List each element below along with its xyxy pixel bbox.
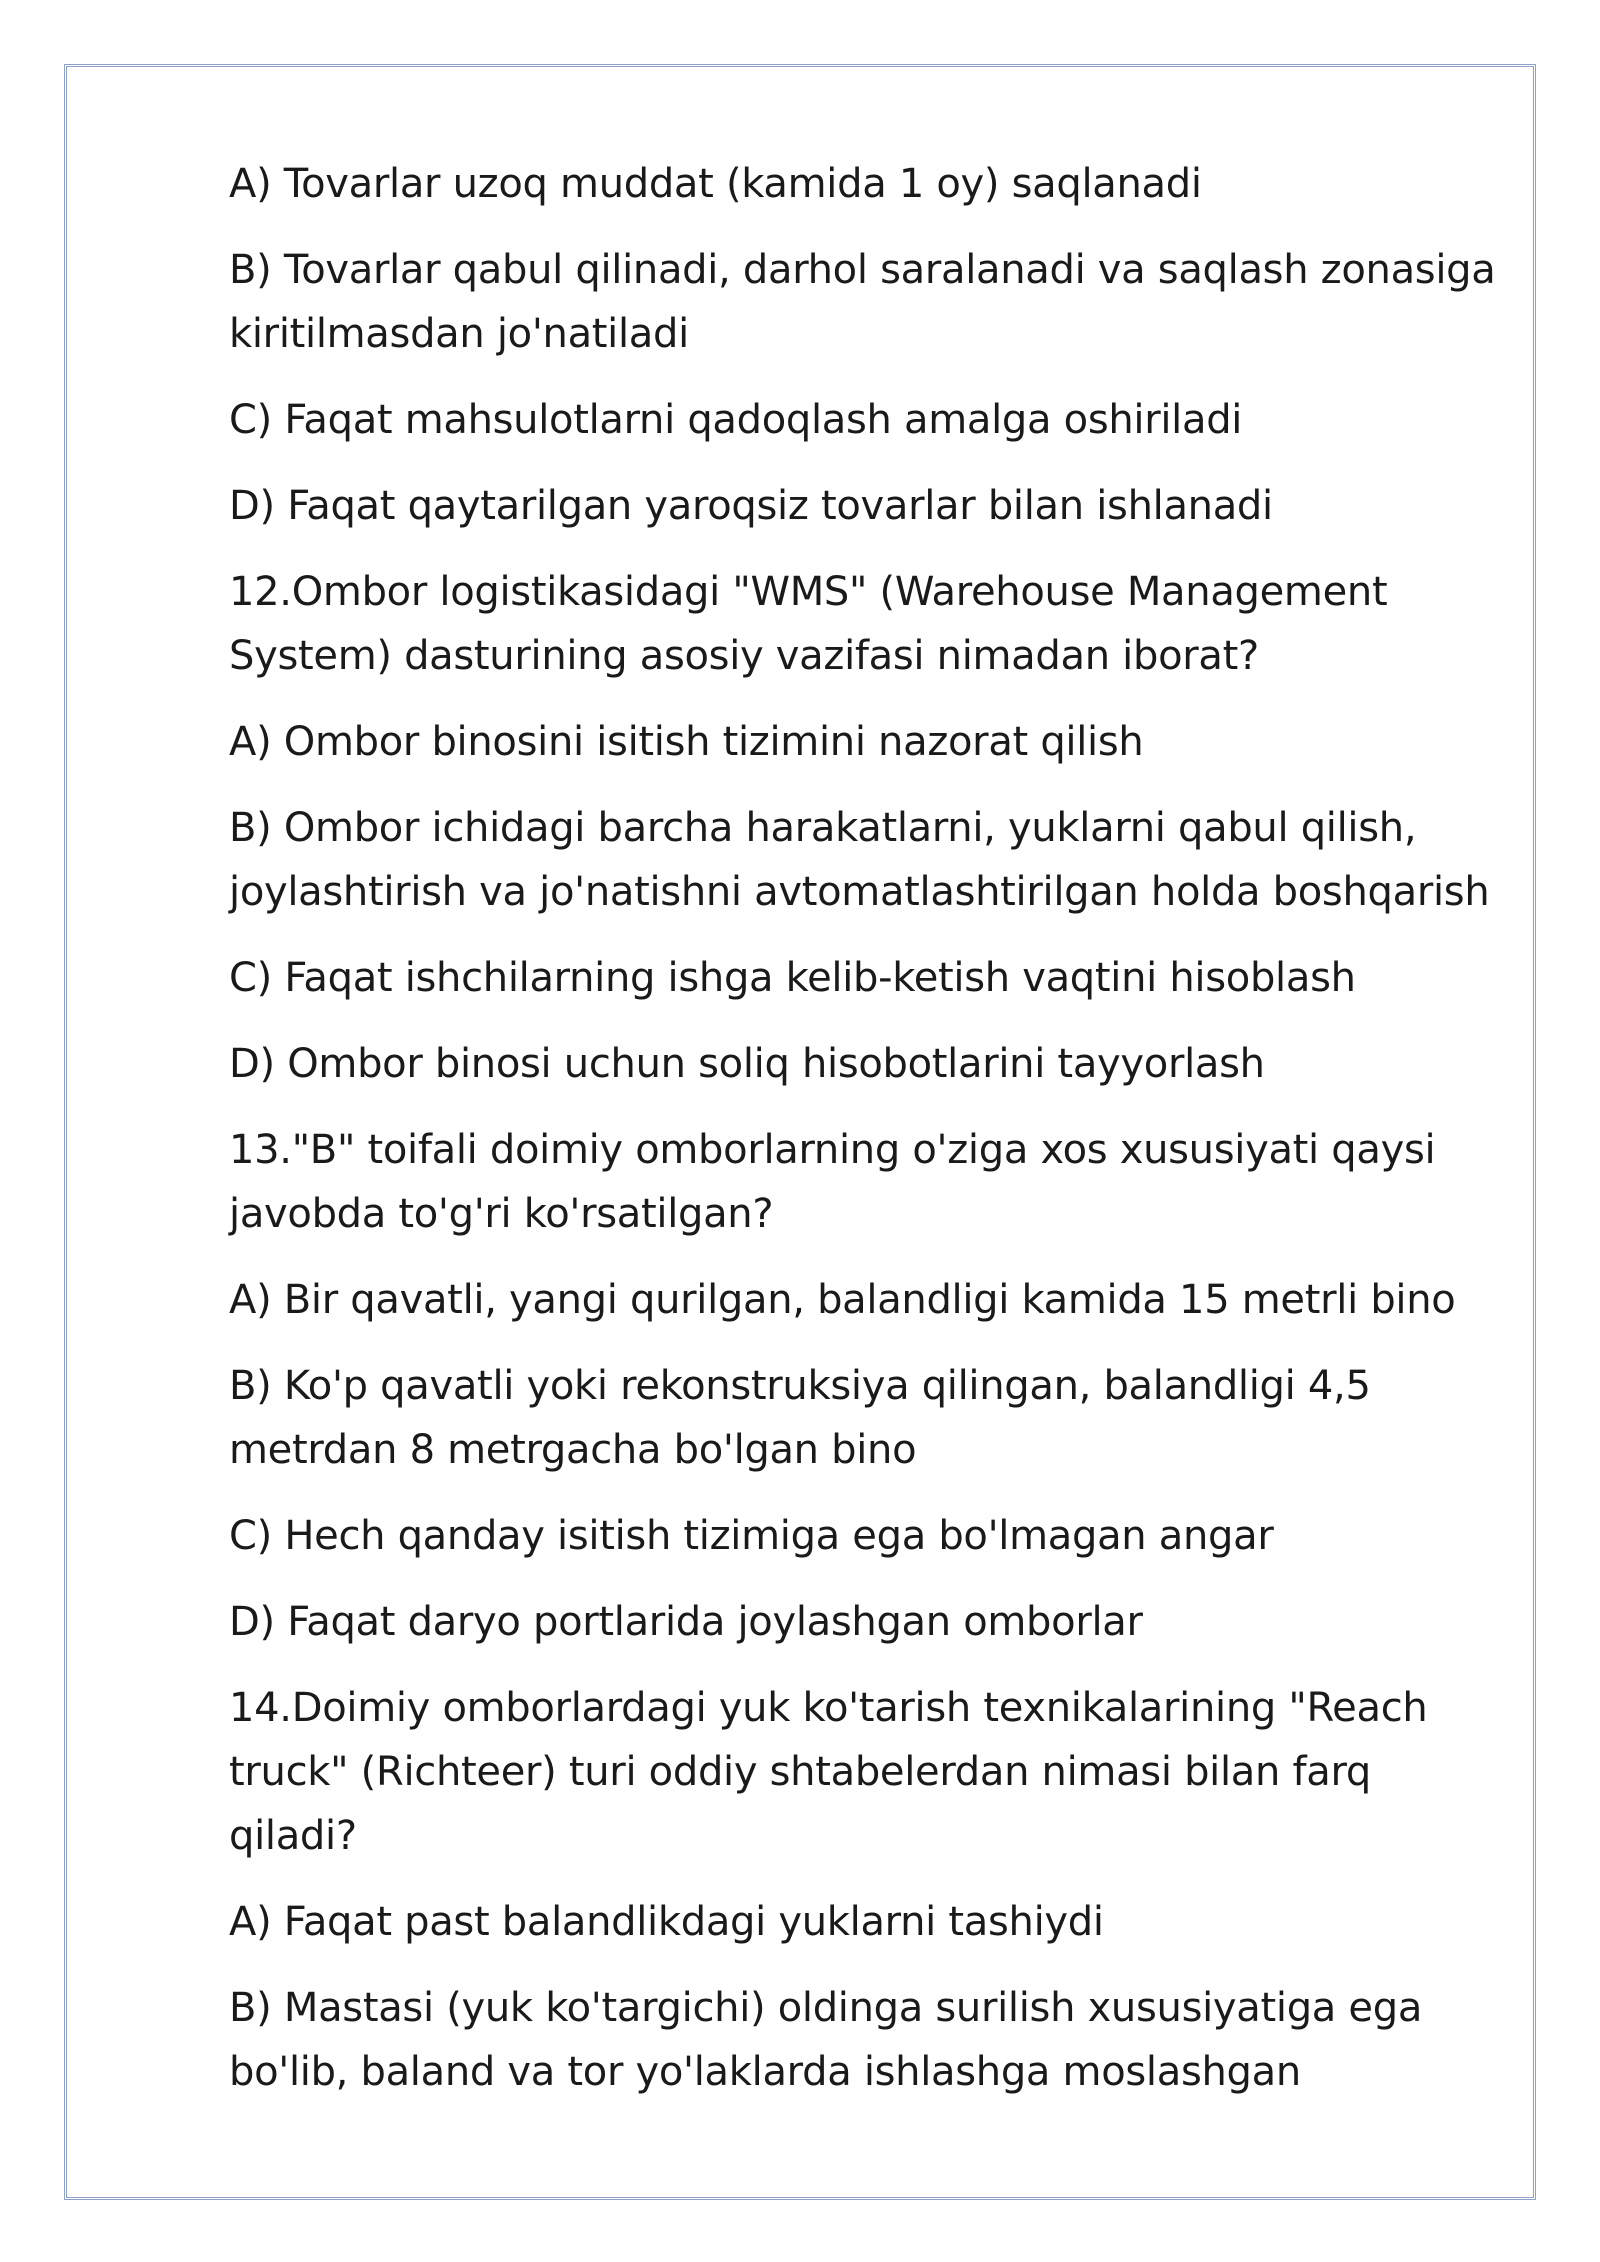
option-12-d: D) Ombor binosi uchun soliq hisobotlarini tayyorlash: [229, 1041, 1265, 1087]
option-11-b: B) Tovarlar qabul qilinadi, darhol saralanadi va saqlash zonasiga kiritilmasdan jo'natiladi: [229, 247, 1496, 357]
question-14: 14.Doimiy omborlardagi yuk ko'tarish texnikalarining "Reach truck" (Richteer) turi oddiy shtabelerdan nimasi bilan farq qiladi?: [229, 1685, 1428, 1859]
option-12-c: C) Faqat ishchilarning ishga kelib-ketish vaqtini hisoblash: [229, 955, 1356, 1001]
option-12-b: B) Ombor ichidagi barcha harakatlarni, yuklarni qabul qilish, joylashtirish va jo'natishni avtomatlashtirilgan holda boshqarish: [229, 805, 1490, 915]
option-14-a: A) Faqat past balandlikdagi yuklarni tashiydi: [229, 1899, 1104, 1945]
document-body: [229, 152, 1499, 2126]
option-12-a: A) Ombor binosini isitish tizimini nazorat qilish: [229, 719, 1144, 765]
option-13-d: D) Faqat daryo portlarida joylashgan omborlar: [229, 1599, 1143, 1645]
question-13: 13."B" toifali doimiy omborlarning o'ziga xos xususiyati qaysi javobda to'g'ri ko'rsatilgan?: [229, 1127, 1436, 1237]
question-12: 12.Ombor logistikasidagi "WMS" (Warehouse Management System) dasturining asosiy vazifasi nimadan iborat?: [229, 569, 1388, 679]
option-11-d: D) Faqat qaytarilgan yaroqsiz tovarlar bilan ishlanadi: [229, 483, 1273, 529]
option-11-a: A) Tovarlar uzoq muddat (kamida 1 oy) saqlanadi: [229, 161, 1202, 207]
option-11-c: C) Faqat mahsulotlarni qadoqlash amalga oshiriladi: [229, 397, 1243, 443]
option-13-b: B) Ko'p qavatli yoki rekonstruksiya qilingan, balandligi 4,5 metrdan 8 metrgacha bo'lgan bino: [229, 1363, 1371, 1473]
option-13-a: A) Bir qavatli, yangi qurilgan, balandligi kamida 15 metrli bino: [229, 1277, 1456, 1323]
option-13-c: C) Hech qanday isitish tizimiga ega bo'lmagan angar: [229, 1513, 1274, 1559]
option-14-b: B) Mastasi (yuk ko'targichi) oldinga surilish xususiyatiga ega bo'lib, baland va tor yo'laklarda ishlashga moslashgan: [229, 1985, 1423, 2095]
